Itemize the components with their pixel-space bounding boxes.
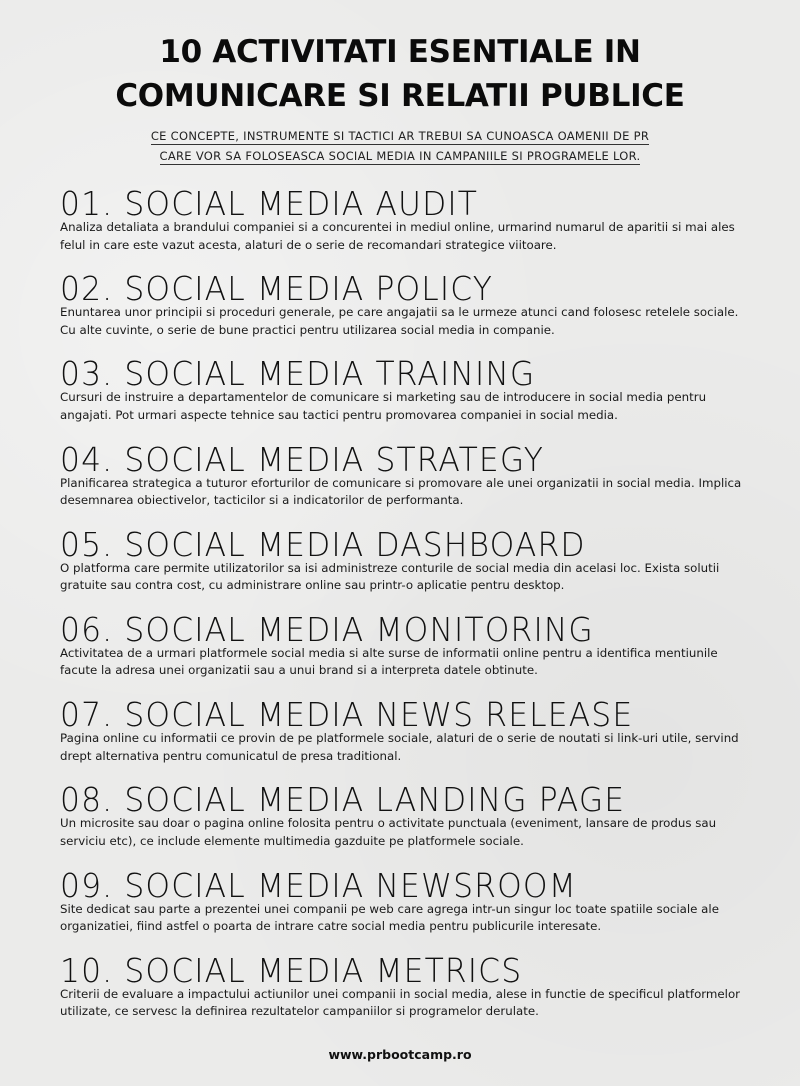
activity-description: Un microsite sau doar o pagina online folosita pentru o activitate punctuala (eveniment, lansare de produs sau serviciu etc), ce include elemente multimedia gazduite pe platformele sociale. [60, 816, 717, 848]
activity-item [60, 354, 750, 439]
activity-item [60, 951, 750, 1036]
activity-description: Analiza detaliata a brandului companiei si a concurentei in mediul online, urmarind numarul de aparitii si mai ales felul in care este vazut acesta, alaturi de o serie de recomandari strategice viitoare. [60, 220, 735, 252]
activity-description: O platforma care permite utilizatorilor sa isi administreze conturile de social media din acelasi loc. Exista solutii gratuite sau contra cost, cu administrare online sau printr-o aplicatie pentru desktop. [60, 560, 720, 593]
activity-description: Enuntarea unor principii si proceduri generale, pe care angajatii sa le urmeze atunci cand folosesc retelele sociale. Cu alte cuvinte, o serie de bune practici pentru utilizarea social media in companie. [60, 305, 739, 337]
activity-item [60, 440, 750, 525]
activity-heading: 04. SOCIAL MEDIA STRATEGY [60, 439, 544, 479]
activity-item [60, 269, 750, 354]
page-subtitle-line-1: CE CONCEPTE, INSTRUMENTE SI TACTICI AR TREBUI SA CUNOASCA OAMENII DE PR [150, 129, 650, 143]
activity-heading: 08. SOCIAL MEDIA LANDING PAGE [60, 780, 626, 820]
activity-heading: 03. SOCIAL MEDIA TRAINING [60, 354, 536, 394]
activity-heading: 02. SOCIAL MEDIA POLICY [60, 269, 494, 309]
activity-heading: 09. SOCIAL MEDIA NEWSROOM [60, 865, 577, 905]
activity-heading: 05. SOCIAL MEDIA DASHBOARD [60, 524, 586, 564]
footer-url: www.prbootcamp.ro [328, 1047, 472, 1062]
activity-item [60, 184, 750, 269]
activity-heading: 07. SOCIAL MEDIA NEWS RELEASE [60, 695, 634, 735]
activity-description: Pagina online cu informatii ce provin de pe platformele sociale, alaturi de o serie de noutati si link-uri utile, servind drept alternativa pentru comunicatul de presa traditional. [60, 731, 739, 763]
activity-heading: 10. SOCIAL MEDIA METRICS [60, 950, 523, 990]
activity-item [60, 525, 750, 610]
activity-description: Site dedicat sau parte a prezentei unei companii pe web care agrega intr-un singur loc toate spatiile sociale ale organizatiei, fiind astfel o poarta de intrare catre social media pentru publicurile interesate. [60, 901, 719, 933]
page-title-line-2: COMUNICARE SI RELATII PUBLICE [115, 78, 685, 114]
activity-description: Planificarea strategica a tuturor eforturilor de comunicare si promovare ale unei organizatii in social media. Implica desemnarea obiectivelor, tacticilor si a indicatorilor de performanta. [60, 475, 742, 508]
activity-item [60, 610, 750, 695]
page-subtitle [0, 127, 800, 167]
activity-heading: 06. SOCIAL MEDIA MONITORING [60, 609, 594, 649]
activity-heading: 01. SOCIAL MEDIA AUDIT [60, 184, 479, 223]
activity-item [60, 780, 750, 865]
page-title [0, 30, 800, 118]
page-title-line-1: 10 ACTIVITATI ESENTIALE IN [159, 34, 641, 70]
activity-description: Activitatea de a urmari platformele social media si alte surse de informatii online pentru a identifica mentiunile facute la adresa unei organizatii sau a unui brand si a interpreta datele obtinute. [60, 645, 718, 678]
activity-description: Cursuri de instruire a departamentelor de comunicare si marketing sau de introducere in social media pentru angajati. Pot urmari aspecte tehnice sau tactici pentru promovarea companiei in social media. [60, 390, 707, 422]
activity-item [60, 866, 750, 951]
activity-item [60, 695, 750, 780]
activity-description: Criterii de evaluare a impactului actiunilor unei companii in social media, alese in functie de specificul platformelor utilizate, ce servesc la definirea rezultatelor campaniilor si programelor derulate. [60, 986, 741, 1019]
activity-list [60, 184, 750, 1036]
page-subtitle-line-2: CARE VOR SA FOLOSEASCA SOCIAL MEDIA IN CAMPANIILE SI PROGRAMELE LOR. [159, 149, 641, 163]
